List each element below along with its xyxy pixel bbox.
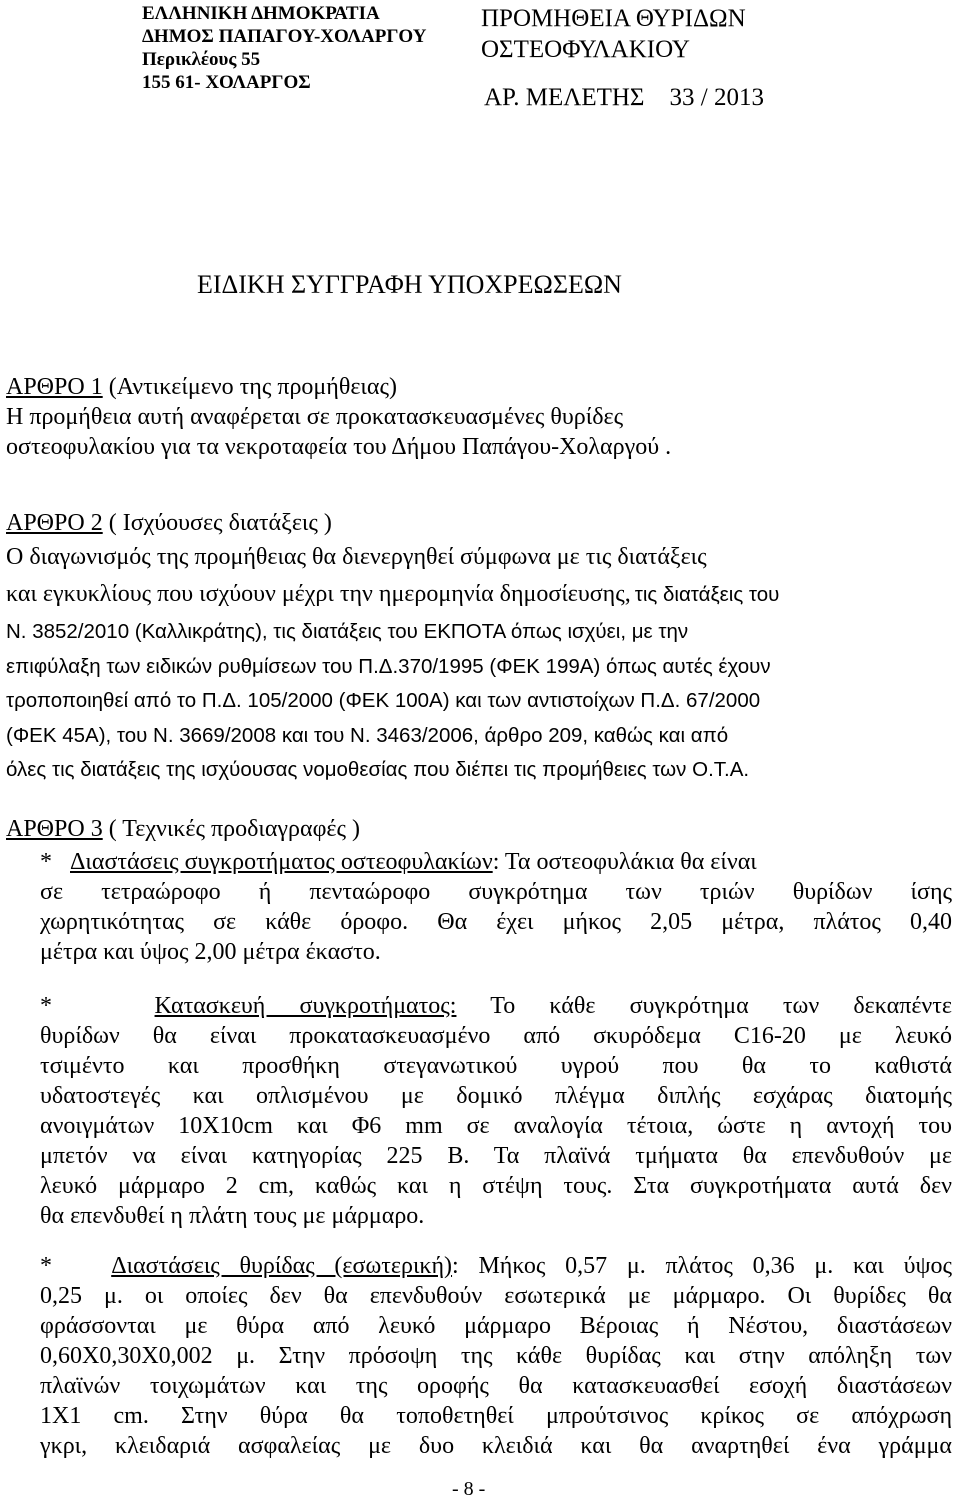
study-label: ΑΡ. ΜΕΛΕΤΗΣ	[484, 84, 645, 111]
text-line: θυρίδων θα είναι προκατασκευασμένο από σκυρόδεμα C16-20 με λευκό	[40, 1023, 952, 1049]
spec-item-niche-dimensions	[6, 1251, 952, 1461]
article-2-heading	[6, 508, 952, 576]
text-line: Η προμήθεια αυτή αναφέρεται σε προκατασκευασμένες θυρίδες	[6, 404, 624, 430]
text-line: μπετόν να είναι κατηγορίας 225 Β. Τα πλαϊνά τμήματα θα επενδυθούν με	[40, 1143, 952, 1169]
header-line: ΕΛΛΗΝΙΚΗ ΔΗΜΟΚΡΑΤΙΑ	[142, 3, 380, 24]
text-line: όλες τις διατάξεις της ισχύουσας νομοθεσίας που διέπει τις προμήθειες των Ο.Τ.Α.	[6, 758, 750, 781]
text-line: 0,60Χ0,30Χ0,002 μ. Στην πρόσοψη της κάθε θυρίδας και στην απόληξη των	[40, 1343, 952, 1369]
text-line: μέτρα και ύψος 2,00 μέτρα έκαστο.	[40, 939, 381, 965]
text-line: τσιμέντο και προσθήκη στεγανωτικού υγρού που θα το καθιστά	[40, 1053, 952, 1079]
procurement-header	[481, 3, 746, 65]
article-heading: ΑΡΘΡΟ 2	[6, 510, 103, 536]
article-subtitle: (Αντικείμενο της προμήθειας)	[108, 374, 397, 400]
article-subtitle: ( Τεχνικές προδιαγραφές )	[108, 816, 360, 842]
text-fragment: τις διατάξεις του	[634, 583, 780, 606]
spec-label: Διαστάσεις θυρίδας (εσωτερική)	[111, 1253, 453, 1279]
text-line: επιφύλαξη των ειδικών ρυθμίσεων του Π.Δ.370/1995 (ΦΕΚ 199Α) όπως αυτές έχουν	[6, 654, 771, 678]
study-number	[484, 84, 764, 112]
article-3-heading	[6, 814, 952, 844]
header-line: ΔΗΜΟΣ ΠΑΠΑΓΟΥ-ΧΟΛΑΡΓΟΥ	[142, 26, 427, 47]
text-line: Ο διαγωνισμός της προμήθειας θα διενεργηθεί σύμφωνα με τις διατάξεις	[6, 544, 707, 570]
text-line: Ν. 3852/2010 (Καλλικράτης), τις διατάξεις του ΕΚΠΟΤΑ όπως ισχύει, με την	[6, 620, 689, 643]
article-1	[6, 372, 952, 462]
header-line: Περικλέους 55	[142, 49, 261, 70]
spec-item-construction	[6, 991, 952, 1231]
article-subtitle: ( Ισχύουσες διατάξεις )	[108, 510, 332, 536]
study-value: 33 / 2013	[669, 84, 764, 111]
spec-item-dimensions	[6, 847, 952, 967]
spec-label: Κατασκευή συγκροτήματος:	[154, 993, 457, 1019]
text-fragment: και εγκυκλίους που ισχύουν μέχρι την ημερομηνία δημοσίευσης,	[6, 581, 631, 607]
bullet: *	[40, 849, 52, 875]
article-heading: ΑΡΘΡΟ 3	[6, 816, 103, 842]
header-line: ΠΡΟΜΗΘΕΙΑ ΘΥΡΙΔΩΝ	[481, 5, 746, 32]
header-line: 155 61- ΧΟΛΑΡΓΟΣ	[142, 72, 311, 93]
text-line: υδατοστεγές και οπλισμένου με δομικό πλέγμα διπλής εσχάρας διατομής	[40, 1083, 952, 1109]
text-line: (ΦΕΚ 45Α), του Ν. 3669/2008 και του Ν. 3463/2006, άρθρο 209, καθώς και από	[6, 723, 729, 747]
text-line: σε τετραώροφο ή πενταώροφο συγκρότημα των τριών θυρίδων ίσης	[40, 879, 952, 905]
article-2-body	[6, 578, 952, 788]
text-line: φράσσονται με θύρα από λευκό μάρμαρο Βέροιας ή Νέστου, διαστάσεων	[40, 1313, 952, 1339]
header-line: ΟΣΤΕΟΦΥΛΑΚΙΟΥ	[481, 36, 690, 63]
article-heading: ΑΡΘΡΟ 1	[6, 374, 103, 400]
page-title: ΕΙΔΙΚΗ ΣΥΓΓΡΑΦΗ ΥΠΟΧΡΕΩΣΕΩΝ	[197, 270, 622, 299]
text-fragment: : Μήκος 0,57 μ. πλάτος 0,36 μ. και ύψος	[452, 1253, 953, 1279]
text-line: τροποποιηθεί από το Π.Δ. 105/2000 (ΦΕΚ 100Α) και των αντιστοίχων Π.Δ. 67/2000	[6, 689, 761, 712]
text-line: λευκό μάρμαρο 2 cm, καθώς και η στέψη τους. Στα συγκροτήματα αυτά δεν	[40, 1173, 952, 1199]
text-line: πλαϊνών τοιχωμάτων και της οροφής θα κατασκευασθεί εσοχή διαστάσεων	[40, 1373, 952, 1399]
spec-label: Διαστάσεις συγκροτήματος οστεοφυλακίων	[70, 849, 493, 875]
text-fragment: Το κάθε συγκρότημα των δεκαπέντε	[456, 993, 952, 1019]
municipality-header	[142, 2, 426, 94]
text-line: χωρητικότητας σε κάθε όροφο. Θα έχει μήκος 2,05 μέτρα, πλάτος 0,40	[40, 909, 952, 935]
text-line: 0,25 μ. οι οποίες δεν θα επενδυθούν εσωτερικά με μάρμαρο. Οι θυρίδες θα	[40, 1283, 952, 1309]
text-line: οστεοφυλακίου για τα νεκροταφεία του Δήμου Παπάγου-Χολαργού .	[6, 434, 672, 460]
bullet: *	[40, 1253, 52, 1279]
text-line: θα επενδυθεί η πλάτη τους με μάρμαρο.	[40, 1203, 425, 1229]
text-line: 1Χ1 cm. Στην θύρα θα τοποθετηθεί μπρούτσινος κρίκος σε απόχρωση	[40, 1403, 952, 1429]
text-line: γκρι, κλειδαριά ασφαλείας με δυο κλειδιά και θα αναρτηθεί ένα γράμμα	[40, 1433, 952, 1459]
bullet: *	[40, 993, 52, 1019]
page-number: - 8 -	[452, 1478, 486, 1500]
text-line: ανοιγμάτων 10Χ10cm και Φ6 mm σε αναλογία τέτοια, ώστε η αντοχή του	[40, 1113, 952, 1139]
text-fragment: : Τα οστεοφυλάκια θα είναι	[492, 849, 757, 875]
